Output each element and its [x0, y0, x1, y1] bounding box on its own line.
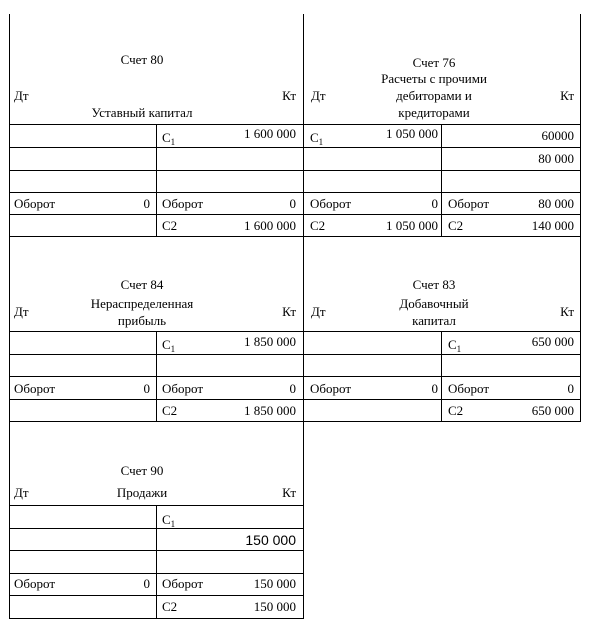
opening-balance-label: $С_1$ — [162, 337, 176, 354]
credit-label: Кт — [282, 485, 296, 500]
account-name-line: Нераспределенная — [90, 296, 194, 311]
grid-line — [9, 354, 581, 355]
debit-label: Дт — [14, 304, 29, 319]
opening-balance-label: $С_1$ — [162, 130, 176, 147]
account-title: Счет 83 — [412, 277, 456, 292]
credit-entry: 60000 — [541, 128, 574, 143]
grid-line — [9, 331, 581, 332]
closing-balance-credit: 650 000 — [531, 403, 574, 418]
turnover-debit-value: 0 — [143, 196, 150, 211]
turnover-debit-label: Оборот — [310, 381, 352, 396]
debit-label: Дт — [14, 485, 29, 500]
turnover-credit-value: 150 000 — [253, 576, 296, 591]
opening-balance-label: $С_1$ — [448, 337, 462, 354]
account-name: Уставный капитал — [91, 105, 193, 120]
turnover-debit-value: 0 — [431, 381, 438, 396]
closing-balance-label: С2 — [448, 403, 464, 418]
account-name: Продажи — [116, 485, 168, 500]
turnover-credit-value: 0 — [289, 381, 296, 396]
opening-balance-label: $С_1$ — [162, 512, 176, 529]
grid-line — [9, 214, 581, 215]
credit-label: Кт — [282, 304, 296, 319]
opening-balance-label: $С_1$ — [310, 130, 324, 147]
grid-line — [9, 505, 304, 506]
credit-label: Кт — [560, 88, 574, 103]
closing-balance-label: С2 — [448, 218, 464, 233]
grid-line — [156, 505, 157, 619]
turnover-debit-label: Оборот — [14, 381, 56, 396]
grid-line — [9, 618, 304, 619]
grid-line — [9, 421, 581, 422]
opening-balance-credit: 1 850 000 — [244, 334, 296, 349]
grid-line — [9, 595, 304, 596]
grid-line — [9, 236, 581, 237]
turnover-credit-label: Оборот — [448, 196, 490, 211]
grid-line — [156, 124, 157, 237]
closing-balance-credit: 1 850 000 — [244, 403, 296, 418]
grid-line — [9, 124, 581, 125]
grid-line — [9, 399, 581, 400]
grid-line — [441, 124, 442, 237]
closing-balance-credit: 150 000 — [253, 599, 296, 614]
grid-line — [9, 192, 581, 193]
debit-label: Дт — [311, 88, 326, 103]
account-name-line: капитал — [412, 313, 456, 328]
closing-balance-label: С2 — [162, 218, 178, 233]
account-title: Счет 80 — [120, 52, 164, 67]
closing-balance-credit: 1 600 000 — [244, 218, 296, 233]
credit-label: Кт — [282, 88, 296, 103]
turnover-debit-value: 0 — [143, 381, 150, 396]
opening-balance-credit: 1 600 000 — [244, 126, 296, 141]
turnover-debit-value: 0 — [143, 576, 150, 591]
closing-balance-debit: 1 050 000 — [386, 218, 438, 233]
grid-line — [580, 14, 581, 422]
closing-balance-label: С2 — [162, 599, 178, 614]
grid-line — [9, 170, 581, 171]
turnover-debit-value: 0 — [431, 196, 438, 211]
account-title: Счет 90 — [120, 463, 164, 478]
turnover-debit-label: Оборот — [14, 196, 56, 211]
account-name-line: кредиторами — [398, 105, 470, 120]
grid-line — [9, 376, 581, 377]
account-name-line: прибыль — [117, 313, 167, 328]
account-title: Счет 84 — [120, 277, 164, 292]
debit-label: Дт — [14, 88, 29, 103]
grid-line — [9, 147, 581, 148]
grid-line — [9, 550, 304, 551]
account-name-line: Добавочный — [399, 296, 469, 311]
account-name-line: Расчеты с прочими — [381, 71, 487, 86]
credit-entry: 80 000 — [538, 151, 574, 166]
closing-balance-label: С2 — [310, 218, 326, 233]
turnover-credit-label: Оборот — [448, 381, 490, 396]
turnover-credit-label: Оборот — [162, 576, 204, 591]
closing-balance-credit: 140 000 — [531, 218, 574, 233]
grid-line — [9, 528, 304, 529]
turnover-credit-label: Оборот — [162, 381, 204, 396]
turnover-credit-label: Оборот — [162, 196, 204, 211]
turnover-debit-label: Оборот — [14, 576, 56, 591]
closing-balance-label: С2 — [162, 403, 178, 418]
account-title: Счет 76 — [412, 55, 456, 70]
credit-label: Кт — [560, 304, 574, 319]
credit-entry: 150 000 — [245, 532, 296, 548]
grid-line — [9, 573, 304, 574]
debit-label: Дт — [311, 304, 326, 319]
turnover-credit-value: 80 000 — [538, 196, 574, 211]
turnover-debit-label: Оборот — [310, 196, 352, 211]
opening-balance-credit: 650 000 — [531, 334, 574, 349]
turnover-credit-value: 0 — [567, 381, 574, 396]
opening-balance-debit: 1 050 000 — [386, 126, 438, 141]
turnover-credit-value: 0 — [289, 196, 296, 211]
account-name-line: дебиторами и — [396, 88, 472, 103]
